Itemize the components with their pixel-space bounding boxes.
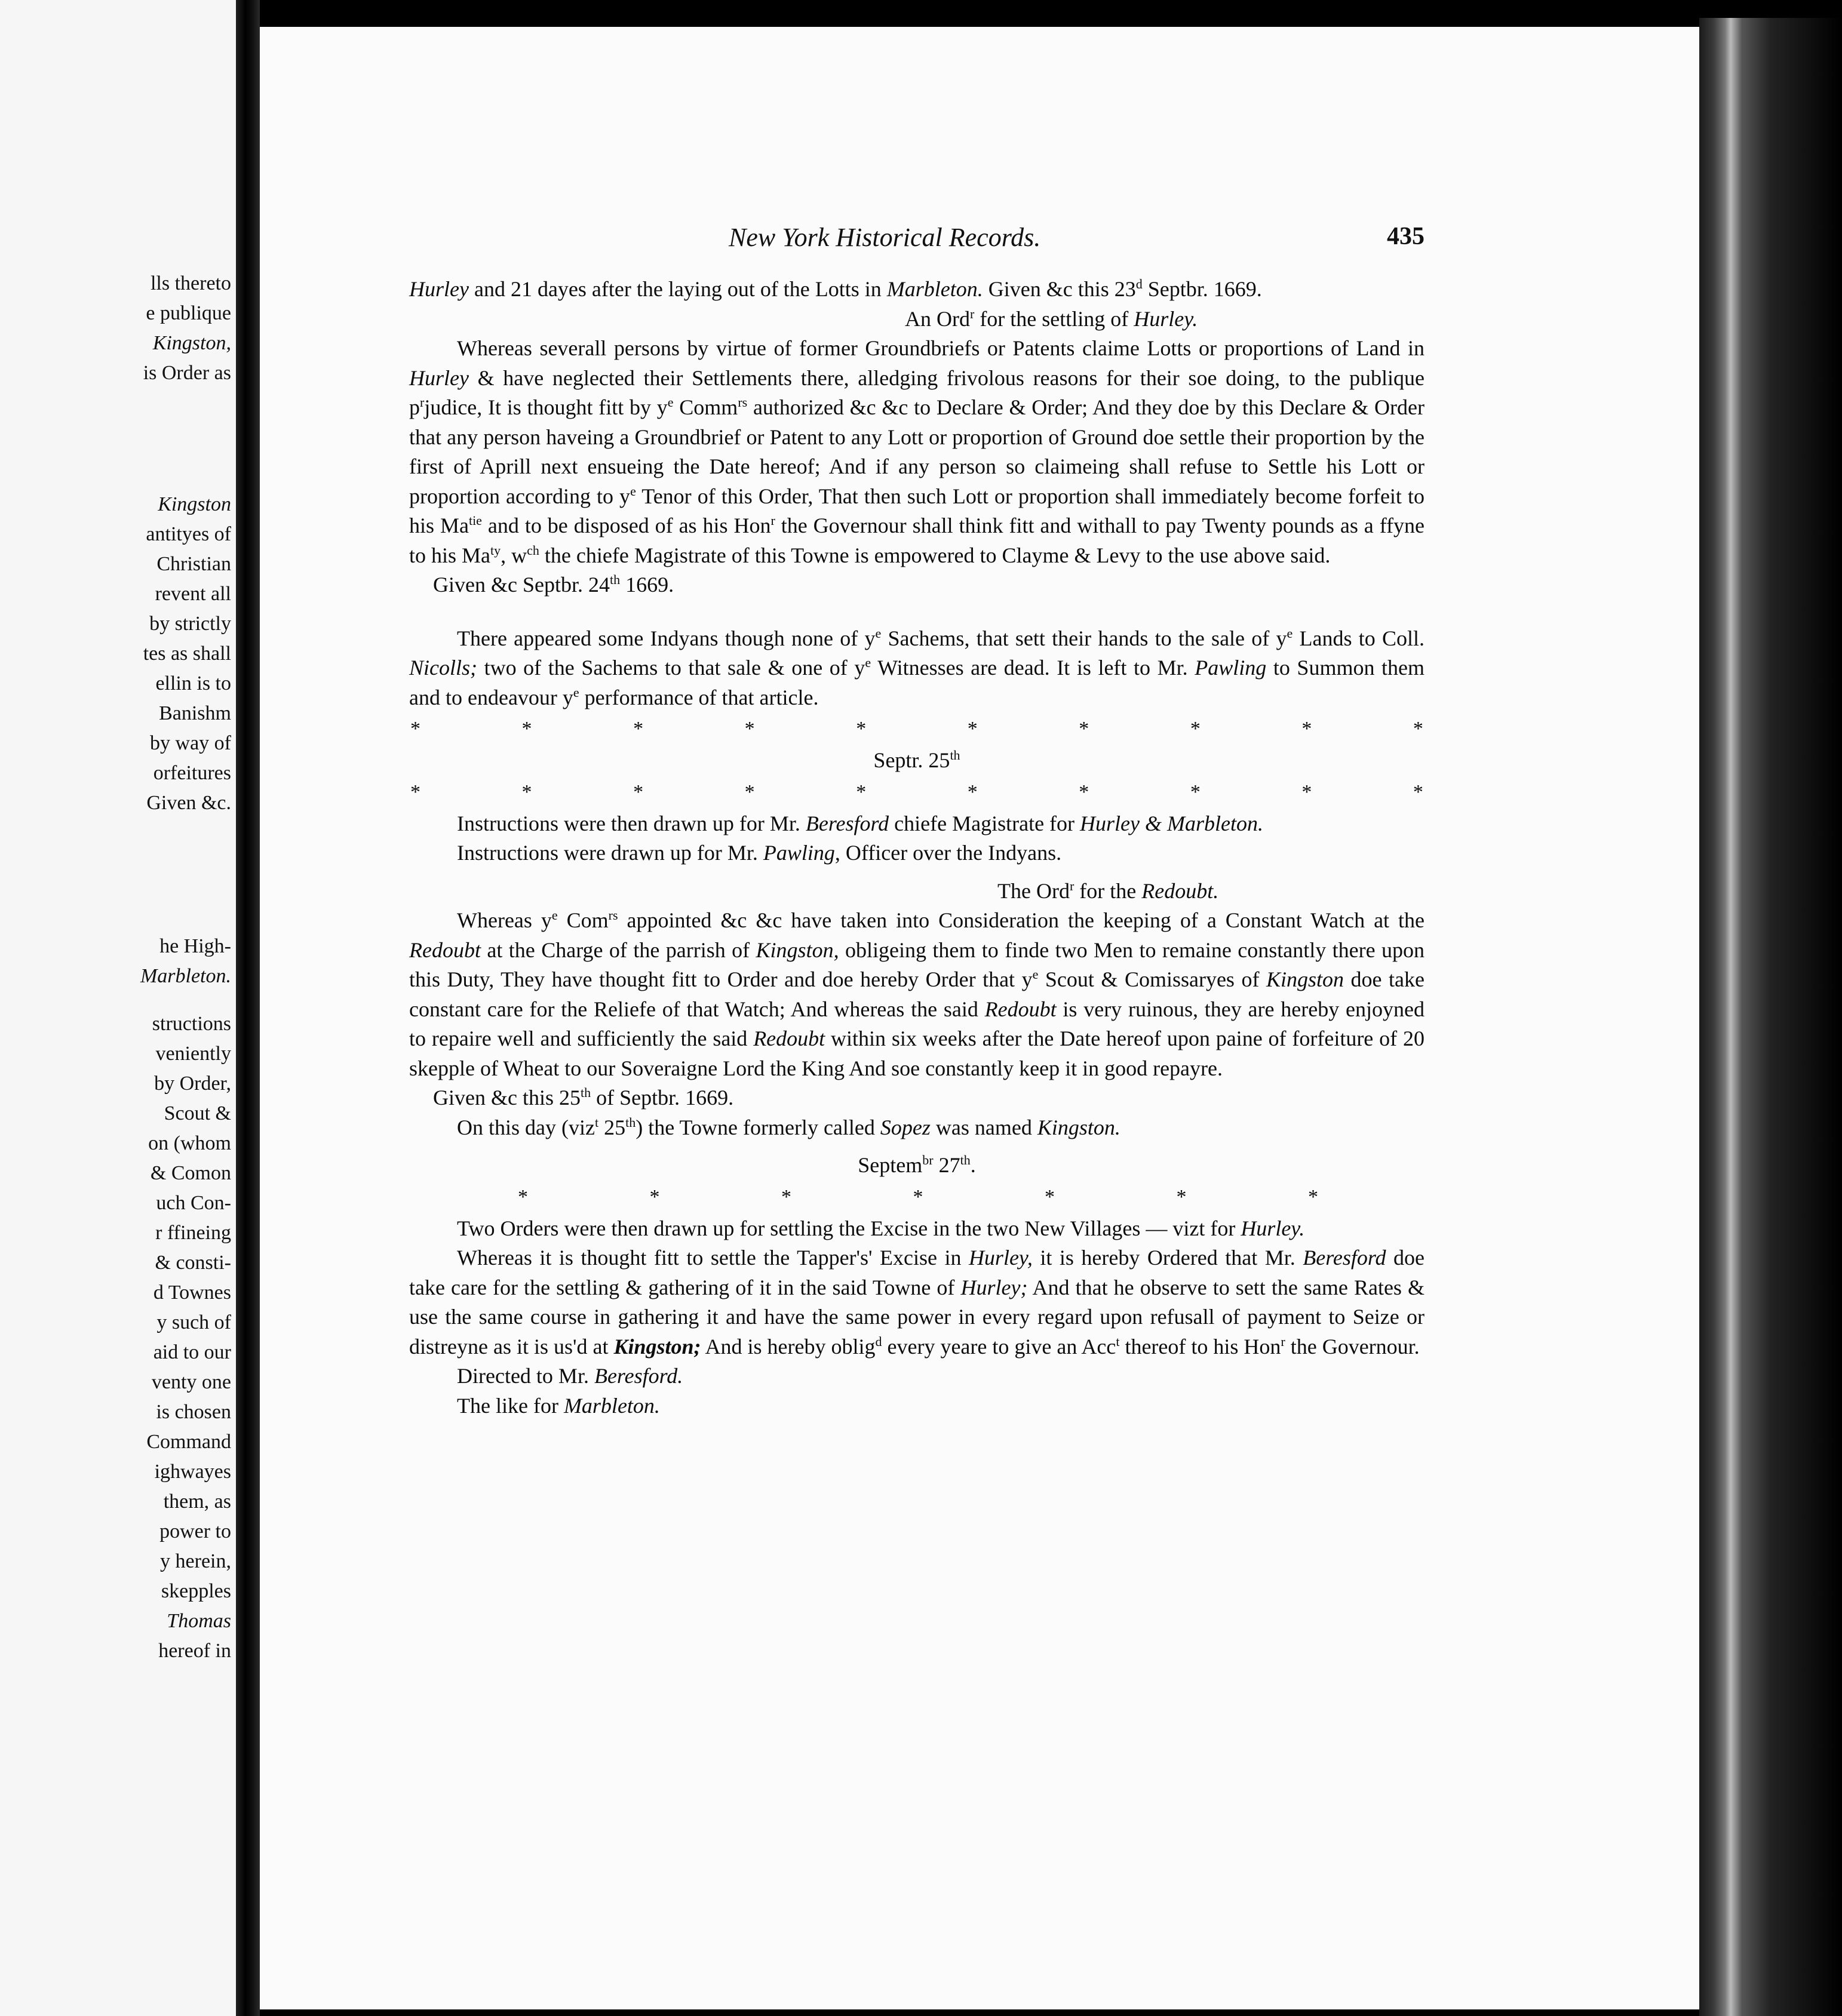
paragraph: There appeared some Indyans though none of $y^e$ Sachems, that sett their hands to the sale of $y^e$ Lands to Coll. Nicolls; two of the Sachems to that sale & one of $y^e$ Witnesses are dead. It is left to Mr. Pawling to Summon them and to endeavour $y^e$ performance of that article.: [409, 625, 1425, 709]
left-fragment: antityes of: [146, 523, 231, 545]
asterisk-separator: * * * * * * * * * *: [410, 718, 1423, 740]
left-fragment: Marbleton.: [140, 965, 231, 987]
left-fragment: skepples: [161, 1580, 231, 1602]
page-edge-shadow: [1699, 18, 1842, 2016]
spacer: [409, 1142, 1425, 1151]
paragraph: Whereas it is thought fitt to settle the Tapper's' Excise in Hurley, it is hereby Ordered that Mr. Beresford doe take care for the settling & gathering of it in the said Towne of Hurley; And that he observe to sett the same Rates & use the same course in gathering it and have the same power in every regard upon refusall of payment to Seize or distreyne as it is us'd at Kingston; And is hereby oblig$^d$ every yeare to give an Acc$^t$ thereof to his Hon$^r$ the Governour.: [409, 1246, 1425, 1359]
paragraph: Whereas $y^e$ Com$^{rs}$ appointed &c &c have taken into Consideration the keeping of a Constant Watch at the Redoubt at the Charge of the parrish of Kingston, obligeing them to finde two Men to remaine constantly there upon this Duty, They have thought fitt to Order and doe hereby Order that $y^e$ Scout & Comissaryes of Kingston doe take constant care for the Reliefe of that Watch; And whereas the said Redoubt is very ruinous, they are hereby enjoyned to repaire well and sufficiently the said Redoubt within six weeks after the Date hereof upon paine of forfeiture of 20 skepple of Wheat to our Soveraigne Lord the King And soe constantly keep it in good repayre.: [409, 908, 1425, 1080]
spacer: [409, 600, 1425, 624]
paragraph: Instructions were drawn up for Mr. Pawling, Officer over the Indyans.: [457, 841, 1062, 865]
asterisk-separator: * * * * * * *: [518, 1185, 1318, 1208]
section-heading: An Ord$^r$ for the settling of Hurley.: [905, 306, 1198, 331]
left-fragment: on (whom: [148, 1132, 231, 1154]
left-page: [0, 0, 236, 2016]
left-fragment: e publique: [146, 302, 231, 324]
page-number: 435: [1387, 223, 1425, 250]
left-fragment: aid to our: [153, 1341, 231, 1363]
left-fragment: Kingston,: [152, 332, 231, 354]
left-fragment: power to: [159, 1520, 231, 1542]
left-fragment: y herein,: [160, 1550, 231, 1572]
left-fragment: & Comon: [150, 1162, 231, 1184]
left-fragment: orfeitures: [153, 762, 231, 784]
left-fragment: Banishm: [159, 702, 231, 724]
left-fragment: Command: [146, 1431, 231, 1453]
left-fragment: y such of: [156, 1311, 231, 1333]
paragraph: Instructions were then drawn up for Mr. Beresford chiefe Magistrate for Hurley & Marbleton.: [457, 811, 1263, 835]
left-fragment: is chosen: [156, 1401, 231, 1423]
left-fragment: d Townes: [153, 1281, 231, 1304]
left-fragment: he High-: [159, 935, 231, 957]
paragraph: Whereas severall persons by virtue of former Groundbriefs or Patents claime Lotts or proportions of Land in Hurley & have neglected their Settlements there, alledging frivolous reasons for their soe doing, to the publique $p^rjudice$, It is thought fitt by $y^e$ Comm$^{rs}$ authorized &c &c to Declare & Order; And they doe by this Declare & Order that any person haveing a Groundbrief or Patent to any Lott or proportion of Ground doe settle their proportion by the first of Aprill next ensueing the Date hereof; And if any person so claimeing shall refuse to Settle his Lott or proportion according to $y^e$ Tenor of this Order, That then such Lott or proportion shall immediately become forfeit to his $Ma^{tie}$ and to be disposed of as his Hon$^r$ the Governour shall think fitt and withall to pay Twenty pounds as a ffyne to his $Ma^{ty}$, $w^{ch}$ the chiefe Magistrate of this Towne is empowered to Clayme & Levy to the use above said.: [409, 336, 1425, 567]
left-fragment: Thomas: [167, 1610, 231, 1632]
left-fragment: by way of: [150, 732, 231, 754]
date-heading: Septem$^{br}$ 27th.: [858, 1153, 976, 1177]
left-fragment: & consti-: [155, 1252, 231, 1274]
left-fragment: revent all: [155, 583, 231, 605]
paragraph: Directed to Mr. Beresford.: [457, 1364, 683, 1388]
running-title: New York Historical Records.: [729, 223, 1041, 252]
paragraph: Two Orders were then drawn up for settling the Excise in the two New Villages — vizt for Hurley.: [457, 1216, 1305, 1240]
left-fragment: tes as shall: [143, 643, 231, 665]
left-fragment: uch Con-: [156, 1192, 231, 1214]
asterisk-separator: * * * * * * * * * *: [410, 780, 1423, 803]
left-fragment: Kingston: [158, 493, 231, 515]
left-fragment: by Order,: [154, 1072, 231, 1095]
dated-line: Given &c this 25th of Septbr. 1669.: [433, 1085, 734, 1110]
left-fragment: structions: [152, 1013, 231, 1035]
left-fragment: by strictly: [149, 613, 231, 635]
left-fragment: Christian: [156, 553, 231, 575]
left-fragment: is Order as: [143, 362, 231, 384]
page-body: [409, 275, 1425, 1421]
paragraph: Hurley and 21 dayes after the laying out of the Lotts in Marbleton. Given &c this 23$^d$ Septbr. 1669.: [409, 276, 1262, 301]
section-heading: The Ord$^r$ for the Redoubt.: [997, 878, 1219, 903]
left-fragment: ellin is to: [155, 672, 231, 694]
book-gutter: [236, 0, 260, 2016]
left-fragment: them, as: [163, 1491, 231, 1513]
left-fragment: Scout &: [164, 1102, 231, 1124]
date-heading: Septr. 25th: [873, 748, 960, 772]
left-fragment: venty one: [151, 1371, 231, 1393]
paragraph: The like for Marbleton.: [457, 1393, 660, 1418]
page-header: [409, 222, 1425, 264]
left-fragment: ighwayes: [154, 1461, 231, 1483]
spacer: [409, 868, 1425, 877]
left-fragment: veniently: [155, 1043, 231, 1065]
paragraph: On this day (viz$^t$ 25th) the Towne formerly called Sopez was named Kingston.: [457, 1114, 1120, 1139]
left-fragment: Given &c.: [146, 792, 231, 814]
left-fragment: hereof in: [158, 1640, 231, 1662]
left-fragment: lls thereto: [150, 272, 231, 294]
dated-line: Given &c Septbr. 24th 1669.: [433, 572, 674, 597]
left-fragment: r ffineing: [155, 1222, 231, 1244]
